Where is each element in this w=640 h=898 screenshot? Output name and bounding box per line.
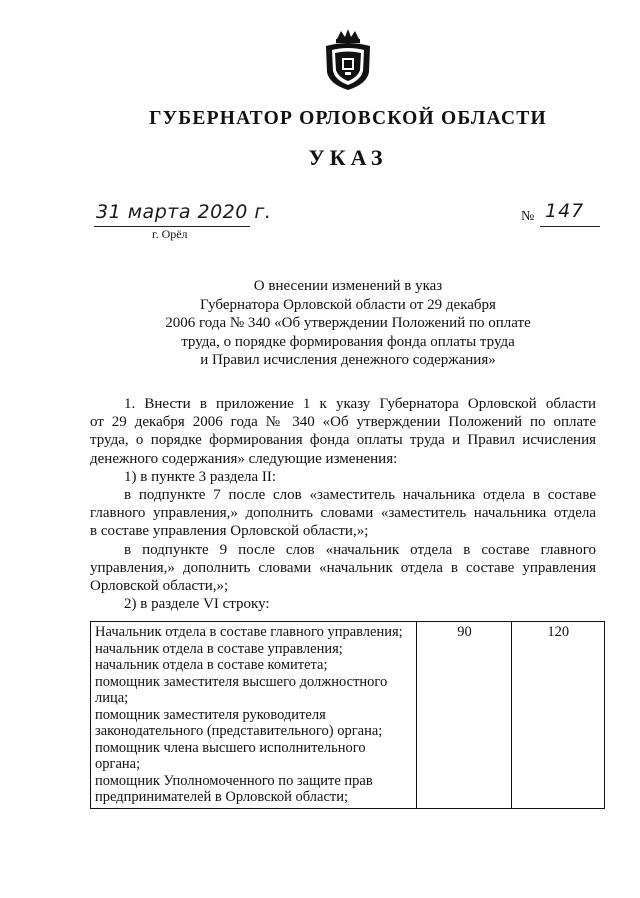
paragraph-1 xyxy=(90,395,596,468)
position-item: помощник заместителя высшего должностного лица; xyxy=(95,673,388,706)
paragraph-5 xyxy=(90,595,596,613)
text-line: труда, о порядке формирования фонда оплаты труда и Правил исчисления xyxy=(90,432,596,449)
text-line: 1. Внести в приложение 1 к указу Губернатора Орловской области xyxy=(124,396,596,412)
position-item: Начальник отдела в составе главного управления; xyxy=(95,624,403,640)
text-line: денежного содержания» следующие изменения: xyxy=(90,450,398,467)
position-item: помощник члена высшего исполнительного органа; xyxy=(95,739,366,772)
position-item: начальник отдела в составе комитета; xyxy=(95,657,328,673)
document-date: 31 марта 2020 г. xyxy=(96,201,272,223)
title-line: и Правил исчисления денежного содержания» xyxy=(200,352,496,369)
text-line: в подпункте 7 после слов «заместитель начальника отдела в составе xyxy=(124,487,596,504)
document-type: УКАЗ xyxy=(308,145,388,170)
document-body xyxy=(90,395,596,613)
document-number: 147 xyxy=(545,200,585,222)
document-title xyxy=(90,277,606,370)
number-sign: № xyxy=(521,209,535,224)
text-line: в подпункте 9 после слов «начальник отдела в составе главного xyxy=(124,541,596,558)
table-row xyxy=(91,622,605,809)
document-place: г. Орёл xyxy=(152,227,188,241)
positions-table xyxy=(90,621,605,809)
paragraph-2 xyxy=(90,468,596,486)
position-item: помощник Уполномоченного по защите прав предпринимателей в Орловской области; xyxy=(95,772,373,805)
title-line: Губернатора Орловской области от 29 декабря xyxy=(200,296,496,313)
positions-cell xyxy=(91,622,417,809)
text-line: 1) в пункте 3 раздела II: xyxy=(124,468,277,485)
text-line: 2) в разделе VI строку: xyxy=(124,596,270,613)
text-line: от 29 декабря 2006 года № 340 «Об утверждении Положений по оплате xyxy=(90,414,596,431)
issuing-authority: ГУБЕРНАТОР ОРЛОВСКОЙ ОБЛАСТИ xyxy=(149,108,547,129)
number-underline xyxy=(540,226,600,227)
text-line: в составе управления Орловской области,»; xyxy=(90,523,369,540)
position-item: начальник отдела в составе управления; xyxy=(95,640,343,657)
value-cell-2: 120 xyxy=(511,622,604,809)
text-line: управления,» дополнить словами «начальник отдела в составе управления xyxy=(90,559,596,576)
coat-of-arms-icon xyxy=(323,26,373,92)
text-line: Орловской области,»; xyxy=(90,578,229,595)
paragraph-3 xyxy=(90,486,596,541)
title-line: 2006 года № 340 «Об утверждении Положений по оплате xyxy=(165,315,531,332)
value-cell-1: 90 xyxy=(417,622,511,809)
title-line: труда, о порядке формирования фонда оплаты труда xyxy=(181,333,515,350)
position-item: помощник заместителя руководителя законодательного (представительного) органа; xyxy=(95,706,383,739)
title-line: О внесении изменений в указ xyxy=(253,278,443,294)
text-line: главного управления,» дополнить словами «заместитель начальника отдела xyxy=(90,505,596,522)
paragraph-4 xyxy=(90,541,596,596)
